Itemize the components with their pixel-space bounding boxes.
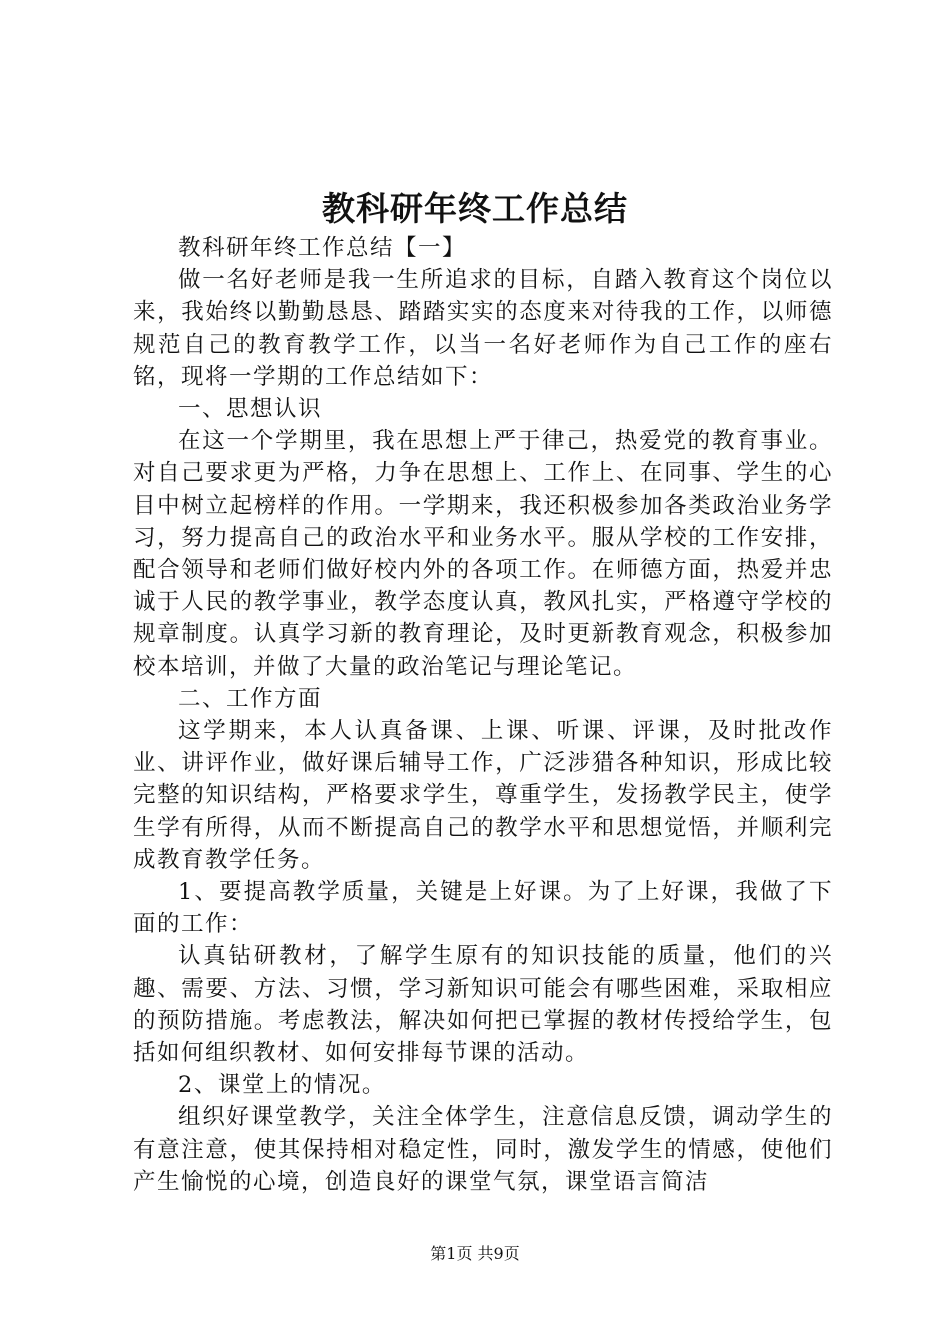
paragraph: 认真钻研教材，了解学生原有的知识技能的质量，他们的兴趣、需要、方法、习惯，学习新知识可能会有哪些困难，采取相应的预防措施。考虑教法，解决如何把已掌握的教材传授给学生，包括如何组织教材、如何安排每节课的活动。 <box>133 943 833 1067</box>
paragraph: 2、课堂上的情况。 <box>178 1072 386 1099</box>
paragraph: 这学期来，本人认真备课、上课、听课、评课，及时批改作业、讲评作业，做好课后辅导工作，广泛涉猎各种知识，形成比较完整的知识结构，严格要求学生，尊重学生，发扬教学民主，使学生学有所得，从而不断提高自己的教学水平和思想觉悟，并顺利完成教育教学任务。 <box>133 718 833 873</box>
paragraph: 做一名好老师是我一生所追求的目标，自踏入教育这个岗位以来，我始终以勤勤恳恳、踏踏实实的态度来对待我的工作，以师德规范自己的教育教学工作，以当一名好老师作为自己工作的座右铭，现将一学期的工作总结如下： <box>133 267 833 390</box>
section-heading: 教科研年终工作总结【一】 <box>178 235 467 261</box>
document-body <box>133 232 833 1198</box>
section-heading: 二、工作方面 <box>178 685 323 712</box>
paragraph: 在这一个学期里，我在思想上严于律己，热爱党的教育事业。对自己要求更为严格，力争在思想上、工作上、在同事、学生的心目中树立起榜样的作用。一学期来，我还积极参加各类政治业务学习，努力提高自己的政治水平和业务水平。服从学校的工作安排，配合领导和老师们做好校内外的各项工作。在师德方面，热爱并忠诚于人民的教学事业，教学态度认真，教风扎实，严格遵守学校的规章制度。认真学习新的教育理论，及时更新教育观念，积极参加校本培训，并做了大量的政治笔记与理论笔记。 <box>133 428 833 680</box>
section-heading: 一、思想认识 <box>178 396 323 423</box>
page-footer: 第1页 共9页 <box>430 1244 520 1263</box>
document-title: 教科研年终工作总结 <box>322 189 628 228</box>
paragraph: 1、要提高教学质量，关键是上好课。为了上好课，我做了下面的工作： <box>133 879 833 938</box>
paragraph: 组织好课堂教学，关注全体学生，注意信息反馈，调动学生的有意注意，使其保持相对稳定性，同时，激发学生的情感，使他们产生愉悦的心境，创造良好的课堂气氛，课堂语言简洁 <box>133 1104 833 1195</box>
